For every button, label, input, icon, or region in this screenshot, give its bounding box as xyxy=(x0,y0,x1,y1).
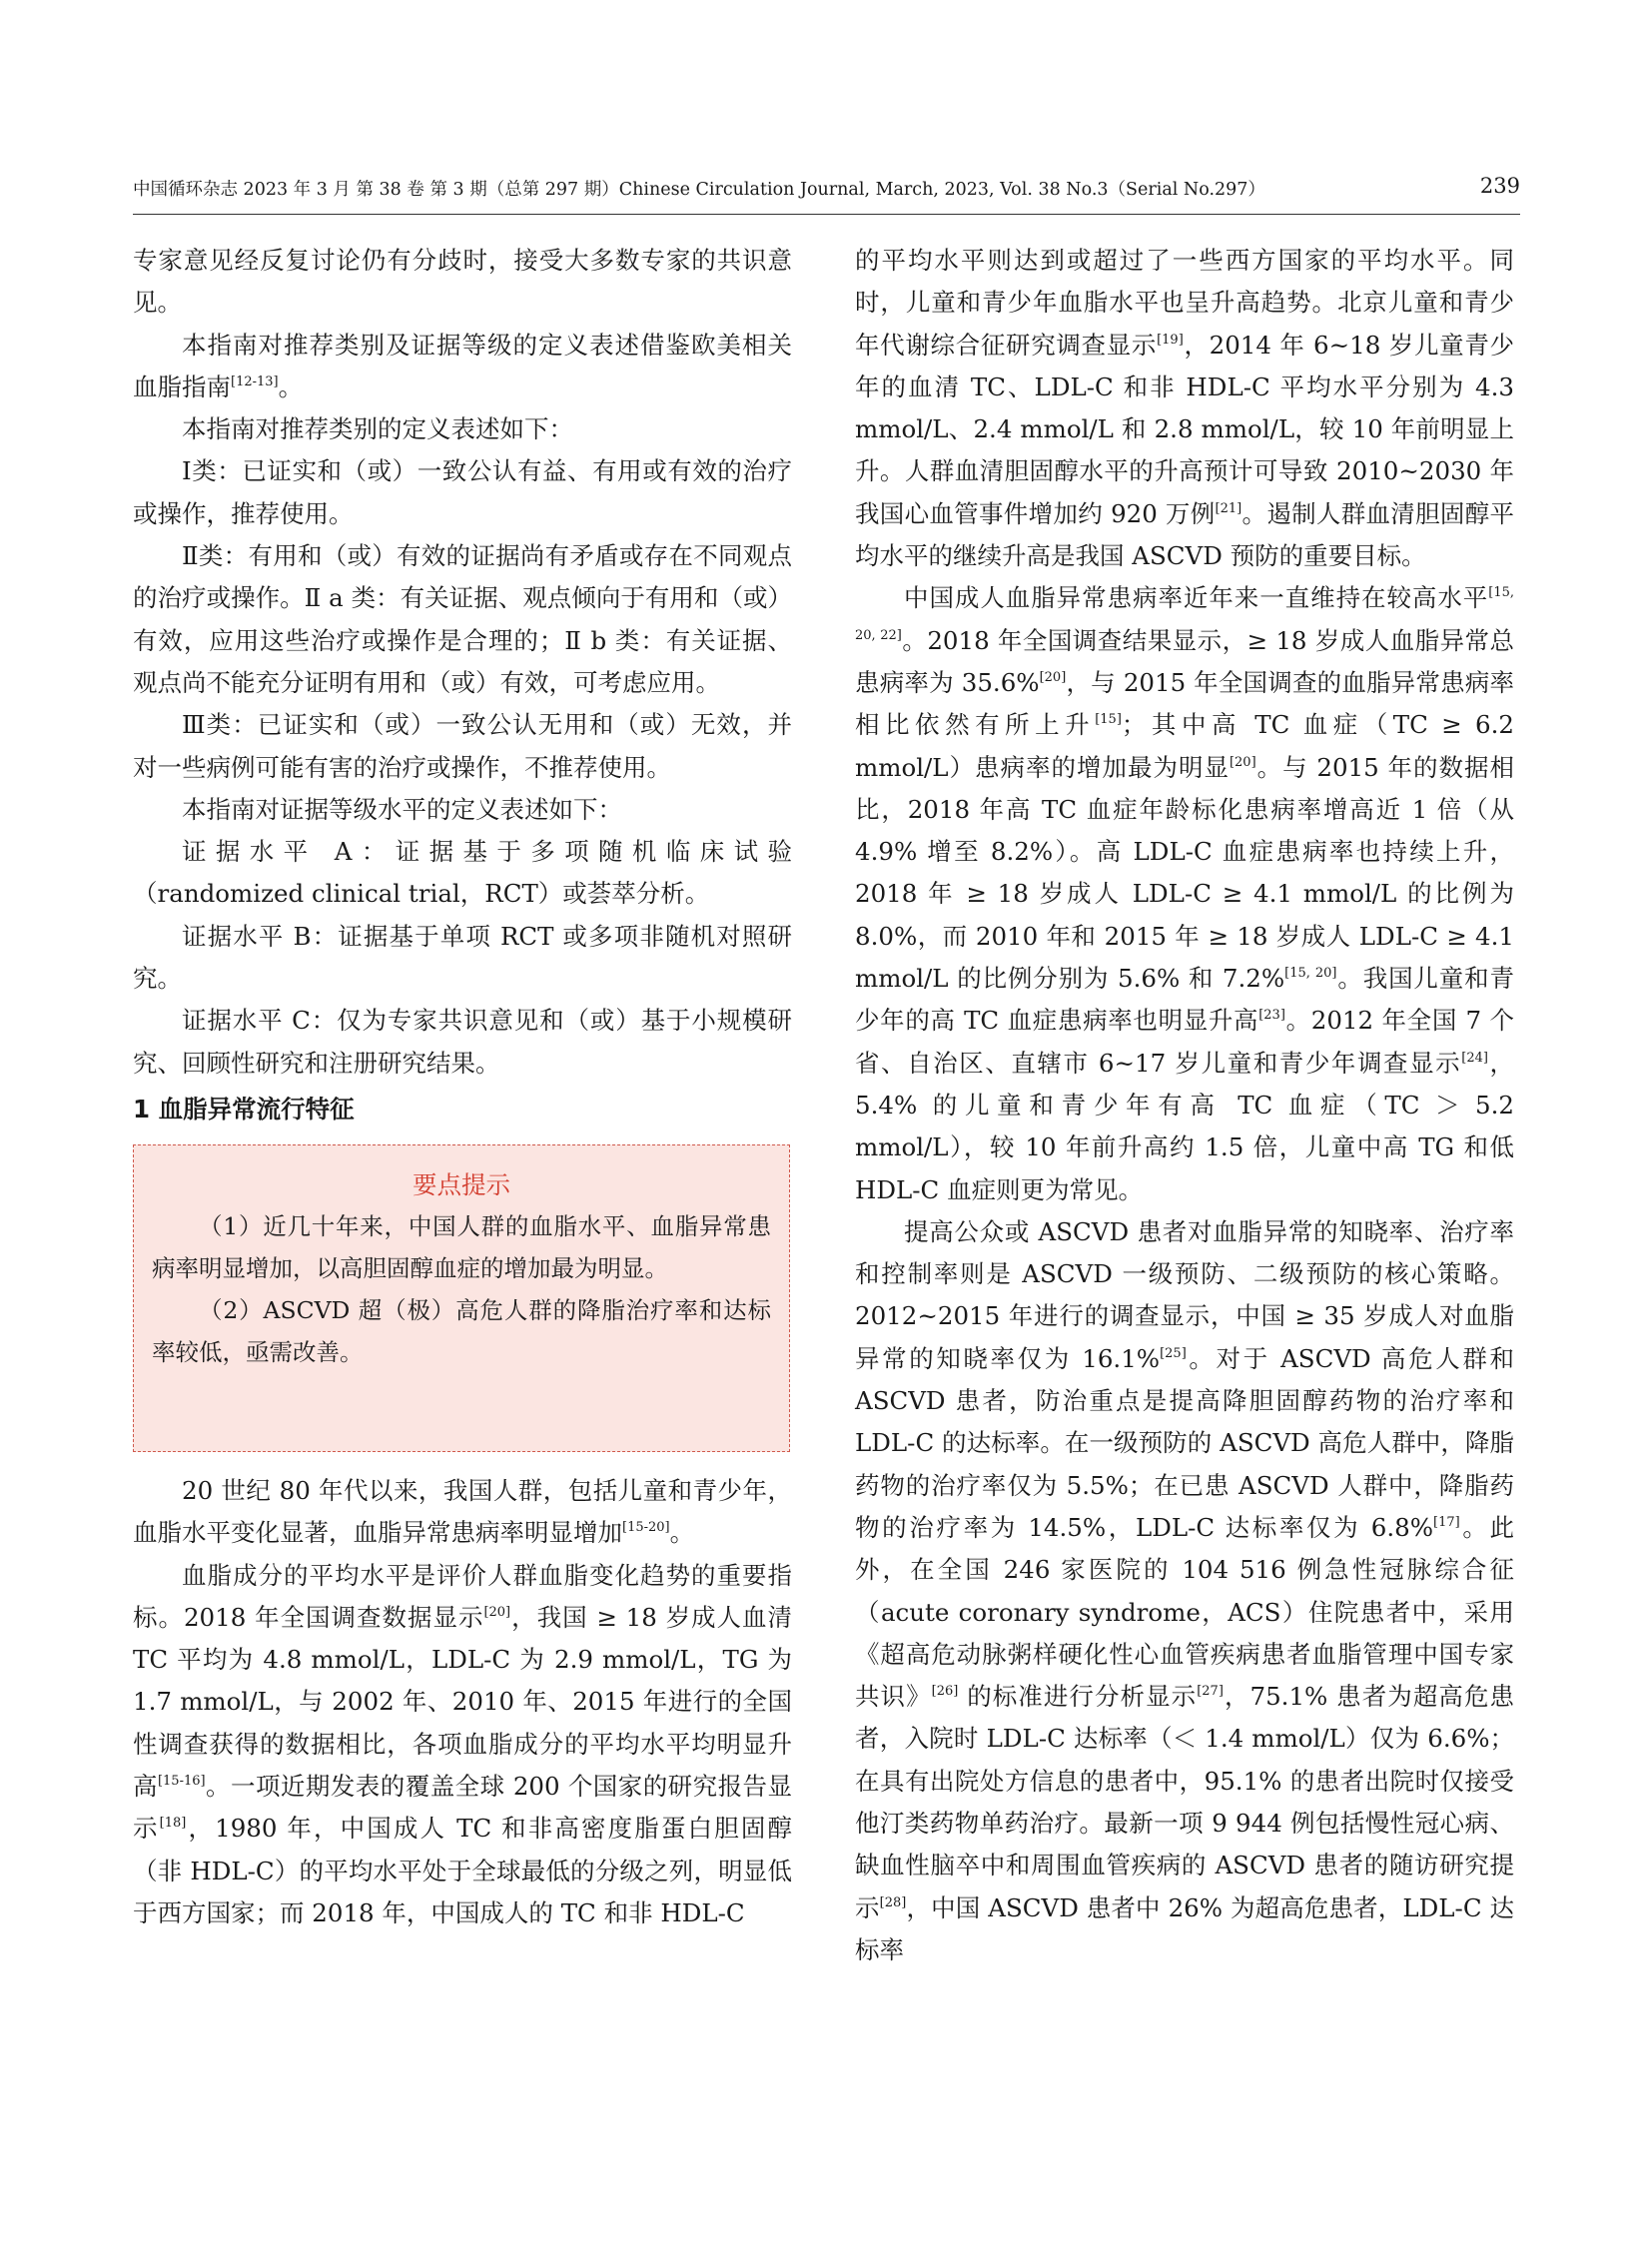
citation: [23] xyxy=(1258,1008,1285,1024)
running-header xyxy=(133,174,1520,215)
citation: [19] xyxy=(1157,332,1184,348)
citation: [15-20] xyxy=(622,1520,670,1536)
citation: [20] xyxy=(1039,669,1067,685)
paragraph: 证据水平 A：证据基于多项随机临床试验（randomized clinical trial，RCT）或荟萃分析。 xyxy=(133,837,792,909)
citation: [17] xyxy=(1433,1514,1460,1530)
citation: [15-16] xyxy=(157,1774,206,1790)
paragraph: Ⅱ类：有用和（或）有效的证据尚有矛盾或存在不同观点的治疗或操作。Ⅱ a 类：有关证据、观点倾向于有用和（或）有效，应用这些治疗或操作是合理的；Ⅱ b 类：有关证据、观点尚不能充分证明有用和（或）有效，可考虑应用。 xyxy=(133,541,792,697)
paragraph: 提高公众或 ASCVD 患者对血脂异常的知晓率、治疗率和控制率则是 ASCVD 一级预防、二级预防的核心策略。2012~2015 年进行的调查显示，中国 ≥ 35 岁成人对血脂异常的知晓率仅为 16.1%[25]。对于 ASCVD 高危人群和 ASCVD 患者，防治重点是提高降胆固醇药物的治疗率和 LDL-C 的达标率。在一级预防的 ASCVD 高危人群中，降脂药物的治疗率仅为 5.5%；在已患 ASCVD 人群中，降脂药物的治疗率为 14.5%，LDL-C 达标率仅为 6.8%[17]。此外，在全国 246 家医院的 104 516 例急性冠脉综合征（acute coronary syndrome，ACS）住院患者中，采用《超高危动脉粥样硬化性心血管疾病患者血脂管理中国专家共识》[26] 的标准进行分析显示[27]，75.1% 患者为超高危患者，入院时 LDL-C 达标率（＜ 1.4 mmol/L）仅为 6.6%；在具有出院处方信息的患者中，95.1% 的患者出院时仅接受他汀类药物单药治疗。最新一项 9 944 例包括慢性冠心病、缺血性脑卒中和周围血管疾病的 ASCVD 患者的随访研究提示[28]，中国 ASCVD 患者中 26% 为超高危患者，LDL-C 达标率 xyxy=(855,1216,1515,1964)
paragraph: 血脂成分的平均水平是评价人群血脂变化趋势的重要指标。2018 年全国调查数据显示[20]，我国 ≥ 18 岁成人血清 TC 平均为 4.8 mmol/L，LDL-C 为 2.9 mmol/L，TG 为 1.7 mmol/L，与 2002 年、2010 年、2015 年进行的全国性调查获得的数据相比，各项血脂成分的平均水平均明显升高[15-16]。一项近期发表的覆盖全球 200 个国家的研究报告显示[18]，1980 年，中国成人 TC 和非高密度脂蛋白胆固醇（非 HDL-C）的平均水平处于全球最低的分级之列，明显低于西方国家；而 2018 年，中国成人的 TC 和非 HDL-C xyxy=(133,1560,793,1927)
right-column xyxy=(855,240,1514,1971)
section-heading: 1 血脂异常流行特征 xyxy=(133,1094,355,1124)
paragraph: 中国成人血脂异常患病率近年来一直维持在较高水平[15, 20, 22]。2018 年全国调查结果显示，≥ 18 岁成人血脂异常总患病率为 35.6%[20]，与 2015 年全国调查的血脂异常患病率相比依然有所上升[15]；其中高 TC 血症（TC ≥ 6.2 mmol/L）患病率的增加最为明显[20]。与 2015 年的数据相比，2018 年高 TC 血症年龄标化患病率增高近 1 倍（从 4.9% 增至 8.2%）。高 LDL-C 血症患病率也持续上升，2018 年 ≥ 18 岁成人 LDL-C ≥ 4.1 mmol/L 的比例为 8.0%，而 2010 年和 2015 年 ≥ 18 岁成人 LDL-C ≥ 4.1 mmol/L 的比例分别为 5.6% 和 7.2%[15, 20]。我国儿童和青少年的高 TC 血症患病率也明显升高[23]。2012 年全国 7 个省、自治区、直辖市 6~17 岁儿童和青少年调查显示[24]，5.4% 的儿童和青少年有高 TC 血症（TC ＞ 5.2 mmol/L），较 10 年前升高约 1.5 倍，儿童中高 TG 和低 HDL-C 血症则更为常见。 xyxy=(855,583,1514,1204)
citation: [28] xyxy=(879,1894,907,1910)
citation: [15] xyxy=(1095,712,1122,728)
key-points-title: 要点提示 xyxy=(413,1169,510,1199)
key-point-item: （2）ASCVD 超（极）高危人群的降脂治疗率和达标率较低，亟需改善。 xyxy=(152,1295,771,1366)
citation: [20] xyxy=(483,1604,511,1620)
citation: [26] xyxy=(931,1684,959,1700)
citation: [25] xyxy=(1160,1345,1187,1361)
citation: [27] xyxy=(1197,1684,1224,1700)
paragraph: 本指南对推荐类别及证据等级的定义表述借鉴欧美相关血脂指南[12-13]。 xyxy=(133,330,792,401)
citation: [24] xyxy=(1461,1050,1488,1066)
paragraph: 证据水平 B：证据基于单项 RCT 或多项非随机对照研究。 xyxy=(133,921,792,994)
journal-citation-line: 中国循环杂志 2023 年 3 月 第 38 卷 第 3 期（总第 297 期）Chinese Circulation Journal, March, 2023, Vol. 38 No.3（Serial No.297） xyxy=(133,180,1265,200)
citation: [20] xyxy=(1229,754,1256,770)
paragraph: 的平均水平则达到或超过了一些西方国家的平均水平。同时，儿童和青少年血脂水平也呈升高趋势。北京儿童和青少年代谢综合征研究调查显示[19]，2014 年 6~18 岁儿童青少年的血清 TC、LDL-C 和非 HDL-C 平均水平分别为 4.3 mmol/L、2.4 mmol/L 和 2.8 mmol/L，较 10 年前明显上升。人群血清胆固醇水平的升高预计可导致 2010~2030 年我国心血管事件增加约 920 万例[21]。遏制人群血清胆固醇平均水平的继续升高是我国 ASCVD 预防的重要目标。 xyxy=(855,246,1515,571)
citation: [21] xyxy=(1215,500,1242,516)
paragraph: Ⅰ类：已证实和（或）一致公认有益、有用或有效的治疗或操作，推荐使用。 xyxy=(133,456,792,528)
paragraph: 本指南对推荐类别的定义表述如下： xyxy=(182,414,573,444)
paragraph: Ⅲ类：已证实和（或）一致公认无用和（或）无效，并对一些病例可能有害的治疗或操作，不推荐使用。 xyxy=(133,710,792,782)
page-number: 239 xyxy=(1479,174,1520,198)
citation: [18] xyxy=(159,1816,187,1832)
paragraph: 专家意见经反复讨论仍有分歧时，接受大多数专家的共识意见。 xyxy=(133,246,792,318)
paragraph: 20 世纪 80 年代以来，我国人群，包括儿童和青少年，血脂水平变化显著，血脂异常患病率明显增加[15-20]。 xyxy=(133,1475,792,1548)
paragraph: 证据水平 C：仅为专家共识意见和（或）基于小规模研究、回顾性研究和注册研究结果。 xyxy=(133,1006,792,1078)
key-points-box xyxy=(133,1144,790,1452)
key-point-item: （1）近几十年来，中国人群的血脂水平、血脂异常患病率明显增加，以高胆固醇血症的增加最为明显。 xyxy=(152,1211,771,1282)
left-column xyxy=(133,240,792,1934)
paragraph: 本指南对证据等级水平的定义表述如下： xyxy=(182,794,622,824)
citation: [15, 20, 22] xyxy=(855,585,1514,643)
citation: [12-13] xyxy=(231,374,279,389)
citation: [15, 20] xyxy=(1284,966,1337,982)
